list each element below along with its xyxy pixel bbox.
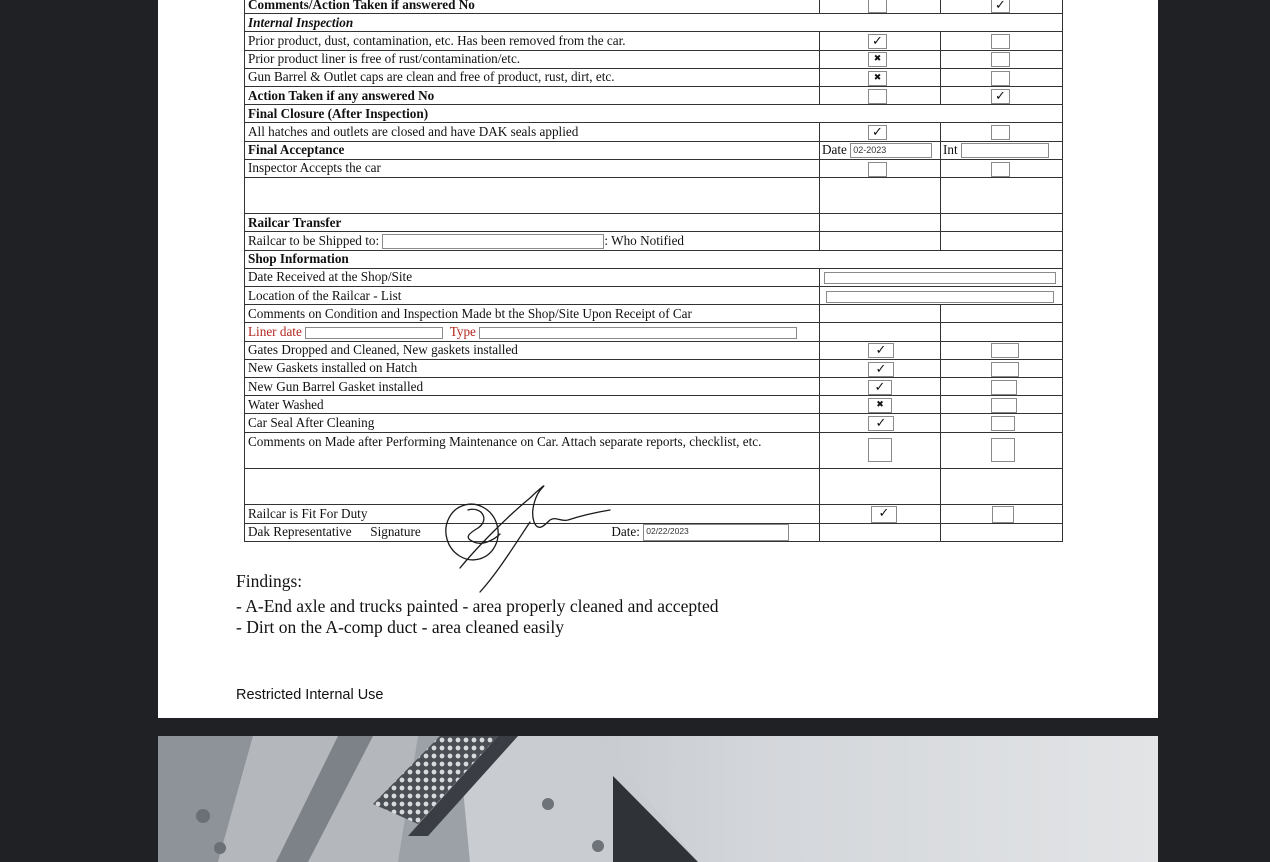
liner-date-field[interactable] <box>305 327 443 339</box>
section-internal-inspection: Internal Inspection <box>245 14 1063 32</box>
date-received-field[interactable] <box>824 272 1056 284</box>
row-label: Action Taken if any answered No <box>245 86 820 104</box>
footer-label: Restricted Internal Use <box>236 687 384 703</box>
form-row <box>245 432 1063 468</box>
no-checkbox[interactable] <box>991 162 1010 177</box>
yes-checkbox[interactable]: ✖ <box>868 71 887 86</box>
form-row <box>245 396 1063 414</box>
liner-date-label: Liner date <box>248 323 302 339</box>
section-header-row <box>245 105 1063 123</box>
row-label: Gun Barrel & Outlet caps are clean and free of product, rust, dirt, etc. <box>245 68 820 86</box>
section-shop-information: Shop Information <box>245 250 1063 268</box>
yes-checkbox[interactable] <box>868 438 892 462</box>
form-row <box>245 32 1063 50</box>
form-row <box>245 123 1063 141</box>
form-row <box>245 68 1063 86</box>
yes-checkbox[interactable]: ✓ <box>868 343 894 358</box>
no-checkbox[interactable]: ✓ <box>991 89 1010 104</box>
no-checkbox[interactable] <box>991 380 1017 395</box>
finding-item: - A-End axle and trucks painted - area properly cleaned and accepted <box>236 595 719 616</box>
form-row <box>245 268 1063 286</box>
section-railcar-transfer: Railcar Transfer <box>245 214 820 232</box>
finding-item: - Dirt on the A-comp duct - area cleaned easily <box>236 617 564 637</box>
row-label: Location of the Railcar - List <box>245 287 820 305</box>
who-notified-label: : Who Notified <box>604 232 685 248</box>
yes-checkbox[interactable]: ✓ <box>871 506 897 523</box>
type-label: Type <box>449 323 476 339</box>
initials-field[interactable] <box>961 143 1049 158</box>
form-row <box>245 159 1063 177</box>
signature-date-field[interactable]: 02/22/2023 <box>643 524 789 541</box>
signature-label: Signature <box>370 523 421 539</box>
no-checkbox[interactable] <box>991 416 1015 431</box>
no-checkbox[interactable] <box>992 506 1014 523</box>
no-checkbox[interactable] <box>991 362 1019 377</box>
row-label: New Gun Barrel Gasket installed <box>245 377 820 395</box>
form-row <box>245 232 1063 250</box>
row-label: Comments on Made after Performing Maintenance on Car. Attach separate reports, checklist, etc. <box>245 432 820 468</box>
yes-checkbox[interactable]: ✓ <box>868 34 887 49</box>
int-label: Int <box>943 141 958 157</box>
yes-checkbox[interactable] <box>868 162 887 177</box>
row-label: Prior product, dust, contamination, etc. Has been removed from the car. <box>245 32 820 50</box>
railcar-photo <box>158 736 1158 862</box>
yes-checkbox[interactable]: ✓ <box>868 125 887 140</box>
row-label: All hatches and outlets are closed and have DAK seals applied <box>245 123 820 141</box>
form-row <box>245 505 1063 523</box>
form-row <box>245 50 1063 68</box>
no-checkbox[interactable]: ✓ <box>991 0 1010 13</box>
yes-checkbox[interactable] <box>868 89 887 104</box>
no-checkbox[interactable] <box>991 398 1017 413</box>
location-field[interactable] <box>826 291 1054 303</box>
section-header-row <box>245 214 1063 232</box>
date2-label: Date: <box>611 523 640 539</box>
yes-checkbox[interactable]: ✖ <box>868 52 887 67</box>
section-header-row <box>245 14 1063 32</box>
row-label: Gates Dropped and Cleaned, New gaskets installed <box>245 341 820 359</box>
row-label: Final Acceptance <box>245 141 820 159</box>
form-row <box>245 323 1063 341</box>
form-row <box>245 341 1063 359</box>
inspection-form-table <box>244 0 1063 542</box>
no-checkbox[interactable] <box>991 438 1015 462</box>
yes-checkbox[interactable]: ✓ <box>868 416 894 431</box>
type-field[interactable] <box>479 327 797 339</box>
no-checkbox[interactable] <box>991 71 1010 86</box>
row-label: Prior product liner is free of rust/contamination/etc. <box>245 50 820 68</box>
section-final-closure: Final Closure (After Inspection) <box>245 105 1063 123</box>
date-label: Date <box>822 141 847 157</box>
row-label: Comments/Action Taken if answered No <box>245 0 820 14</box>
row-label: New Gaskets installed on Hatch <box>245 359 820 377</box>
dak-rep-label: Dak Representative <box>248 523 352 539</box>
no-checkbox[interactable] <box>991 34 1010 49</box>
form-row <box>245 523 1063 541</box>
form-row <box>245 86 1063 104</box>
shipped-to-label: Railcar to be Shipped to: <box>248 232 380 248</box>
yes-checkbox[interactable] <box>868 0 887 13</box>
form-row <box>245 414 1063 432</box>
yes-checkbox[interactable]: ✓ <box>868 380 892 395</box>
no-checkbox[interactable] <box>991 52 1010 67</box>
no-checkbox[interactable] <box>991 343 1019 358</box>
form-row <box>245 305 1063 323</box>
form-row <box>245 359 1063 377</box>
form-row <box>245 141 1063 159</box>
row-label: Water Washed <box>245 396 820 414</box>
section-header-row <box>245 250 1063 268</box>
findings-heading: Findings: <box>236 571 303 591</box>
row-label: Railcar is Fit For Duty <box>245 505 820 523</box>
row-label: Comments on Condition and Inspection Made bt the Shop/Site Upon Receipt of Car <box>245 305 820 323</box>
blank-row <box>245 177 1063 213</box>
shipped-to-field[interactable] <box>382 234 604 249</box>
yes-checkbox[interactable]: ✖ <box>868 398 892 413</box>
form-row <box>245 287 1063 305</box>
row-label: Inspector Accepts the car <box>245 159 820 177</box>
form-row <box>245 0 1063 14</box>
yes-checkbox[interactable]: ✓ <box>868 362 894 377</box>
no-checkbox[interactable] <box>991 125 1010 140</box>
document-page <box>158 0 1158 718</box>
blank-row <box>245 468 1063 504</box>
form-row <box>245 377 1063 395</box>
railcar-photo-page <box>158 736 1158 862</box>
row-label: Date Received at the Shop/Site <box>245 268 820 286</box>
acceptance-date-field[interactable]: 02-2023 <box>850 143 932 158</box>
findings-section <box>236 571 718 639</box>
row-label: Car Seal After Cleaning <box>245 414 820 432</box>
